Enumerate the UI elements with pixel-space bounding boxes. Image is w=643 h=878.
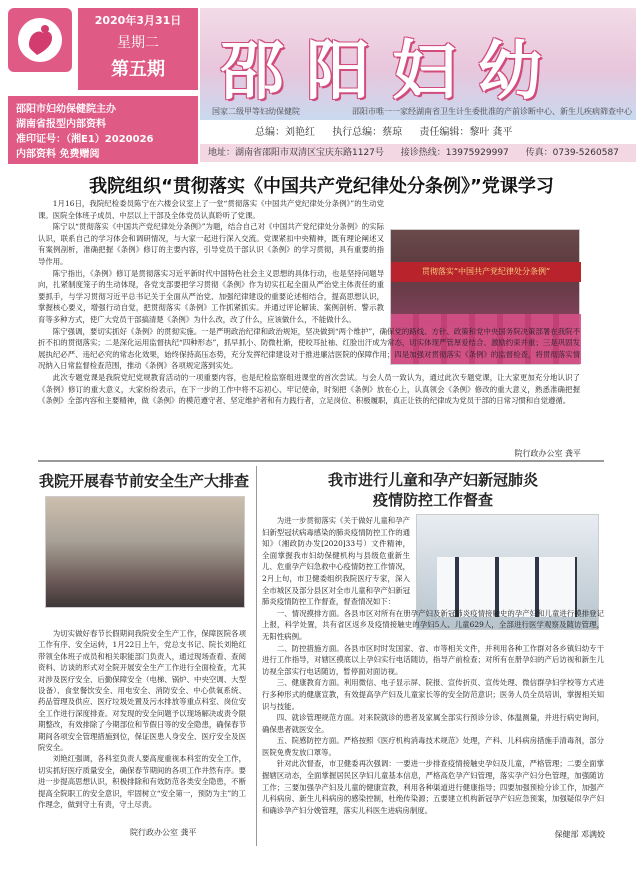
article3-paragraph: 二、防控措施方面。各县市区时时发国家、省、市等相关文件，并利用各种工作群对各乡镇妇幼专干进行工作指导，对辖区摸底以上孕妇实行电话随访，指导产前检查；对所有在册孕妇的产后访视和新生儿访视全部实行电话随访，暂停面对面访视。 (262, 643, 604, 676)
article2-photo (45, 496, 245, 608)
article3-paragraph: 一、情况摸排方面。各县市区对所有在册孕产妇及新冠肺炎疫情接触史的孕产妇和儿童进行摸排登记上报，科学处置，共有省区返乡及疫情接触史的孕妇5人、儿童629人，全部进行医学观察及随访管理，无阳性病例。 (262, 608, 604, 641)
exec-editor: 执行总编：蔡琼 (332, 127, 403, 138)
article2-byline: 院行政办公室 龚平 (130, 828, 197, 837)
article3-byline: 保健部 邓满姣 (554, 830, 605, 839)
article3-title (262, 470, 604, 510)
address-text: 地址：湖南省邵阳市双清区宝庆东路1127号 (208, 148, 384, 158)
article1-body (38, 198, 580, 407)
article1-byline: 院行政办公室 龚平 (514, 449, 581, 458)
hotline-text: 接诊热线：13975929997 (400, 148, 509, 158)
article3-paragraph: 针对此次督查，市卫健委再次强调：一要进一步排查疫情接触史孕妇及儿童，严格管理；二要全面掌握辖区动态，全面掌握居民区孕妇儿童基本信息，严格高危孕产妇管理，落实孕产妇分色管理，加强随访工作；三要加强孕产妇及儿童的健康宣教，利用各种渠道进行健康指导；四要加强预检分诊工作，加强产儿科病房、新生儿科病房的感染控制，杜绝传染源；五要建立机构新冠孕产妇应急预案，加强疑似孕产妇和确诊孕产妇分娩管理，落实儿科医生进病房制度。 (262, 759, 604, 815)
article3-body (262, 515, 604, 816)
publication-info (8, 96, 198, 164)
article1-paragraph: 陈宁以“贯彻落实《中国共产党纪律处分条例》”为题，结合自己对《中国共产党纪律处分条例》的实际认识，联系自己的学习体会和调研情况，与大家一起进行深入交流。党课紧扣中央精神，既有理论阐述又有案例剖析，准确把握《条例》修订的主要内容，引导党员干部认识《条例》的学习贯彻，具有重要的指导作用。 (38, 222, 384, 266)
article3-paragraph: 为进一步贯彻落实《关于做好儿童和孕产妇新型冠状病毒感染的肺炎疫情防控工作的通知》（湘政防办发[2020]33号）文件精神，全面掌握我市妇幼保健机构与县级危重新生儿、危重孕产妇急救中心疫情防控工作情况，2月上旬，市卫健委组织我院医疗专家，深入全市城区及部分县区对全市儿童和孕产妇新冠肺炎疫情防控工作督查，督查情况如下： (262, 516, 410, 607)
issue-weekday: 星期二 (117, 35, 159, 51)
tagline-row (212, 106, 632, 117)
censor-text: 湖南省报型内部资料 (16, 119, 106, 130)
hospital-logo-icon (8, 8, 72, 72)
chief-editor: 总编：刘艳红 (255, 127, 315, 138)
tagline-right: 邵阳市唯一一家经湖南省卫生计生委批准的产前诊断中心、新生儿疾病筛查中心 (352, 107, 632, 116)
article1-paragraph: 此次专题党课是我院党纪党规教育活动的一项重要内容，也是纪检监察组进课堂的首次尝试。与会人员一致认为，通过此次专题党课，让大家更加充分地认识了《条例》修订的重大意义，大家纷纷表示，在下一步的工作中将不忘初心、牢记使命，时刻把《条例》放在心上，认真领会《条例》修改的重大意义，熟悉准确把握《条例》全部内容和主要精神，做《条例》的模范遵守者、坚定维护者和有力践行者，立足岗位、积极履职，真正让铁的纪律成为党员干部的日常习惯和自觉遵循。 (38, 372, 580, 406)
sponsor-text: 邵阳市妇幼保健院主办 (16, 104, 116, 115)
title-panel (200, 8, 636, 120)
article3-title-line2: 疫情防控工作督查 (372, 491, 493, 509)
article3-paragraph: 四、就诊管理规范方面。对来院就诊的患者及家属全部实行预诊分诊、体温测量，并进行病史询问，确保患者就医安全。 (262, 713, 604, 734)
article3-paragraph: 三、健康教育方面。利用微信、电子显示屏、院报、宣传折页、宣传处理、微信群孕妇学校等方式进行多种形式的健康宣教，有效提高孕产妇及儿童家长等的安全防范意识；医务人员全员培训，掌握相关知识与技能。 (262, 678, 604, 711)
address-row (200, 144, 636, 162)
article1-paragraph: 陈宁指出，《条例》修订是贯彻落实习近平新时代中国特色社会主义思想的具体行动，也是坚持问题导向，扎紧制度笼子的生动体现，各党支部要把学习贯彻《条例》作为切实扛起全面从严治党主体责任的重要抓手，与学习贯彻习近平总书记关于全面从严治党、加强纪律建设的重要论述相结合，提高思想认识，掌握核心要义，增强行动自觉，把贯彻落实《条例》工作抓紧抓实。并通过评论解读、案例剖析、警示教育等多种方式，使广大党员干部搞清楚《条例》为什么改，改了什么，应该做什么，不能做什么。 (38, 268, 384, 324)
section-divider (38, 460, 604, 462)
free-note: 内部资料 免费赠阅 (16, 149, 100, 160)
article3-paragraph: 五、院感防控方面。严格按照《医疗机构消毒技术规范》处理，产科、儿科病房措施手清毒剂，部分医院免费发放口罩等。 (262, 736, 604, 757)
fax-text: 传真：0739-5260587 (525, 148, 619, 158)
article1-paragraph: 陈宁强调，要切实抓好《条例》的贯彻实施。一是严明政治纪律和政治规矩，坚决做到“两个维护”，确保党的路线、方针、政策和党中央国务院决策部署在我院不折不扣的贯彻落实；二是深化运用监督执纪“四种形态”，抓早抓小、防微杜渐，使咬耳扯袖、红脸出汗成为常态，切实体现严管厚爱结合、激励约束并重；三是巩固发展执纪必严、违纪必究的常态化效果，始终保持高压态势，充分发挥纪律建设对于推进廉洁医院的保障作用；四是加强对贯彻落实《条例》的监督检查，将贯彻落实情况纳入日常监督检查范围，推动《条例》各项规定落到实处。 (38, 326, 580, 371)
issue-date: 2020年3月31日 (94, 14, 182, 27)
article2-paragraph: 为切实做好春节长假期间我院安全生产工作，保障医院各项工作有序、安全运转，1月22日上午，党总支书记、院长刘艳红带领全体班子成员和相关职能部门负责人，通过现场查看、查阅资料、访谈的形式对全院开展安全生产工作进行全面检查，尤其对涉及医疗安全、后勤保障安全（电梯、锅炉、中央空调、大型设备）、食堂餐饮安全、用电安全、消防安全、中心供氧系统、药品管理及供应、医疗垃圾处置及污水排放等重点科室、岗位安全工作进行深度排查。对发现的安全问题予以现场解决或责令限期整改，有效排除了今期部位和节假日等的安全隐患，确保春节期间各项安全管理措施到位，保证医患人身安全、医疗安全及医院安全。 (38, 629, 246, 753)
masthead (0, 0, 643, 168)
article1-photo-banner: 贯彻落实“中国共产党纪律处分条例” (391, 262, 581, 282)
article1-paragraph: 1月16日，我院纪检委员陈宁在六楼会议室上了一堂“贯彻落实《中国共产党纪律处分条例》”的生动党课。医院全体班子成员、中层以上干部及全体党员认真聆听了党课。 (38, 199, 384, 220)
tagline-left: 国家二级甲等妇幼保健院 (212, 107, 300, 116)
license-text: 准印证号：（湘E1）2020026 (16, 134, 154, 145)
article3-title-line1: 我市进行儿童和孕产妇新冠肺炎 (327, 471, 538, 489)
article2-paragraph: 刘艳红强调，各科室负责人要高度重视本科室的安全工作，切实抓好医疗质量安全，确保春节期间的各项工作井然有序。要进一步提高思想认识，积极排除和有效防范各类安全隐患，不断提高全院职工的安全意识，牢固树立“安全第一，预防为主”的工作理念，做到守土有责，守土尽责。 (38, 754, 246, 810)
article1-title: 我院组织“贯彻落实《中国共产党纪律处分条例》”党课学习 (89, 176, 554, 197)
paper-title: 邵阳妇幼 (220, 35, 564, 109)
column-divider (256, 466, 257, 846)
responsible-editors: 责任编辑：黎叶 龚平 (419, 127, 513, 138)
masthead-left-panel (8, 8, 198, 163)
date-block (78, 8, 198, 90)
issue-number: 第五期 (111, 59, 165, 80)
staff-row (200, 124, 636, 142)
article2-title: 我院开展春节前安全生产大排查 (38, 472, 249, 490)
article2-body (38, 628, 246, 811)
